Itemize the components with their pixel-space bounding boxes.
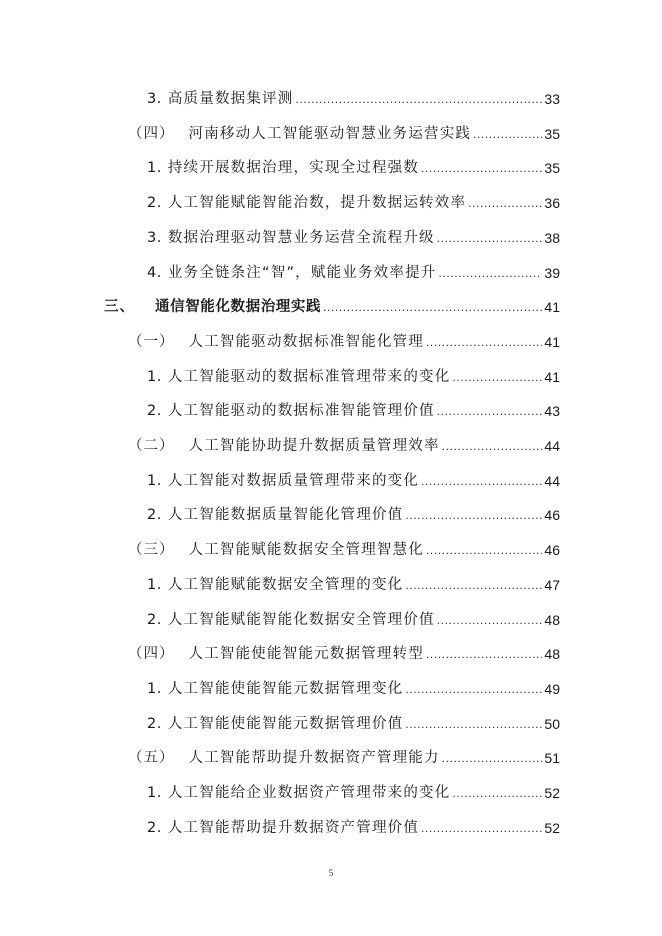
- toc-dot-leader: [438, 263, 542, 283]
- toc-entry-title: 人工智能使能智能元数据管理变化: [167, 680, 404, 697]
- toc-entry-number: 4.: [147, 264, 162, 281]
- toc-entry-page: 46: [544, 542, 560, 559]
- toc-dot-leader: [442, 436, 543, 456]
- toc-entry-number: 三、: [104, 299, 135, 316]
- toc-entry-number: 1.: [147, 576, 162, 593]
- toc-entry[interactable]: [128, 432, 560, 456]
- toc-entry[interactable]: [147, 710, 560, 734]
- toc-entry-number: 2.: [147, 715, 162, 732]
- toc-entry-number: 2.: [147, 507, 162, 524]
- toc-entry-title: 人工智能赋能数据安全管理智慧化: [188, 542, 424, 559]
- toc-entry-page: 35: [544, 160, 560, 177]
- toc-entry-number: 2.: [147, 611, 162, 628]
- toc-dot-leader: [426, 332, 542, 352]
- toc-entry-page: 52: [544, 785, 560, 801]
- toc-entry-number: （一）: [128, 333, 175, 350]
- toc-entry-number: （四）: [128, 646, 175, 663]
- toc-entry-page: 50: [544, 715, 560, 732]
- toc-entry[interactable]: [128, 536, 560, 560]
- toc-entry[interactable]: [147, 363, 560, 387]
- toc-entry[interactable]: [128, 120, 560, 144]
- toc-entry-page: 44: [544, 438, 560, 454]
- toc-entry-title: 通信智能化数据治理实践: [155, 299, 322, 316]
- toc-dot-leader: [295, 89, 542, 109]
- toc-dot-leader: [442, 748, 543, 768]
- toc-entry-number: （四）: [128, 125, 175, 142]
- toc-entry-number: 1.: [147, 368, 162, 385]
- toc-entry-number: 3.: [147, 229, 162, 246]
- toc-entry-page: 51: [544, 750, 560, 767]
- toc-entry[interactable]: [128, 640, 560, 664]
- toc-entry-page: 48: [544, 611, 560, 628]
- page-number: 5: [328, 868, 334, 878]
- toc-entry-title: 持续开展数据治理，实现全过程强数: [167, 160, 420, 177]
- toc-entry-title: 人工智能驱动的数据标准智能管理价值: [167, 403, 435, 420]
- toc-entry-title: 人工智能协助提升数据质量管理效率: [188, 438, 440, 454]
- toc-entry-number: 1.: [147, 680, 162, 697]
- toc-entry-page: 35: [544, 125, 560, 142]
- toc-dot-leader: [405, 679, 542, 699]
- toc-entry[interactable]: [147, 397, 560, 421]
- toc-entry-page: 38: [544, 229, 560, 246]
- toc-entry-title: 数据治理驱动智慧业务运营全流程升级: [167, 229, 435, 246]
- toc-dot-leader: [437, 401, 543, 421]
- toc-entry-page: 49: [544, 680, 560, 697]
- toc-dot-leader: [426, 644, 542, 664]
- toc-entry[interactable]: [147, 259, 560, 283]
- toc-dot-leader: [405, 505, 542, 525]
- toc-entry[interactable]: [128, 744, 560, 768]
- toc-entry-page: 39: [544, 264, 560, 281]
- toc-entry-number: 3.: [147, 91, 162, 107]
- toc-entry-title: 河南移动人工智能驱动智慧业务运营实践: [188, 125, 472, 142]
- toc-entry-title: 人工智能帮助提升数据资产管理价值: [167, 819, 420, 836]
- toc-entry-page: 46: [544, 507, 560, 524]
- toc-dot-leader: [421, 158, 542, 178]
- toc-entry-page: 43: [544, 403, 560, 420]
- toc-entry[interactable]: [147, 224, 560, 248]
- toc-entry-title: 人工智能驱动数据标准智能化管理: [188, 333, 424, 350]
- toc-entry-page: 36: [544, 195, 560, 212]
- toc-dot-leader: [421, 818, 542, 838]
- toc-dot-leader: [473, 124, 542, 144]
- toc-dot-leader: [452, 783, 542, 803]
- toc-dot-leader: [421, 471, 542, 491]
- toc-entry-page: 41: [544, 299, 560, 316]
- toc-entry-title: 人工智能使能智能元数据管理价值: [167, 715, 404, 732]
- toc-entry-title: 人工智能帮助提升数据资产管理能力: [188, 750, 440, 767]
- toc-entry-title: 人工智能使能智能元数据管理转型: [188, 646, 424, 663]
- toc-entry-title: 人工智能赋能智能化数据安全管理价值: [167, 611, 435, 628]
- toc-entry-page: 44: [544, 472, 560, 489]
- toc-entry-title: 业务全链条注“智”，赋能业务效率提升: [167, 264, 437, 281]
- toc-entry-number: （二）: [128, 438, 175, 454]
- toc-entry-title: 人工智能赋能数据安全管理的变化: [167, 576, 404, 593]
- toc-dot-leader: [452, 367, 542, 387]
- toc-entry-number: 1.: [147, 472, 162, 489]
- toc-dot-leader: [437, 610, 543, 630]
- toc-entry-page: 41: [544, 333, 560, 350]
- toc-entry-title: 人工智能对数据质量管理带来的变化: [167, 472, 420, 489]
- toc-dot-leader: [468, 193, 542, 213]
- toc-entry[interactable]: [147, 675, 560, 699]
- toc-entry[interactable]: [147, 814, 560, 838]
- toc-entry-number: （三）: [128, 542, 175, 559]
- toc-entry[interactable]: [147, 85, 560, 109]
- toc-entry-title: 人工智能给企业数据资产管理带来的变化: [167, 785, 451, 801]
- toc-entry-page: 33: [544, 91, 560, 107]
- toc-entry-number: 2.: [147, 195, 162, 212]
- toc-entry[interactable]: [147, 501, 560, 525]
- toc-dot-leader: [405, 575, 542, 595]
- toc-entry-page: 41: [544, 368, 560, 385]
- toc-entry-page: 47: [544, 576, 560, 593]
- toc-entry[interactable]: [104, 293, 560, 317]
- toc-entry-title: 人工智能驱动的数据标准管理带来的变化: [167, 368, 451, 385]
- toc-entry-number: 2.: [147, 819, 162, 836]
- toc-entry[interactable]: [147, 189, 560, 213]
- toc-entry-number: （五）: [128, 750, 175, 767]
- toc-dot-leader: [405, 714, 542, 734]
- toc-entry-number: 1.: [147, 160, 162, 177]
- toc-entry[interactable]: [147, 154, 560, 178]
- toc-entry-title: 高质量数据集评测: [167, 91, 294, 107]
- toc-entry[interactable]: [128, 328, 560, 352]
- toc-entry[interactable]: [147, 467, 560, 491]
- toc-dot-leader: [323, 297, 542, 317]
- toc-entry[interactable]: [147, 779, 560, 803]
- toc-entry[interactable]: [147, 571, 560, 595]
- toc-entry-page: 52: [544, 819, 560, 836]
- toc-entry[interactable]: [147, 606, 560, 630]
- toc-dot-leader: [437, 228, 543, 248]
- toc-entry-number: 2.: [147, 403, 162, 420]
- toc-entry-page: 48: [544, 646, 560, 663]
- toc-entry-title: 人工智能数据质量智能化管理价值: [167, 507, 404, 524]
- toc-dot-leader: [426, 540, 542, 560]
- toc-entry-title: 人工智能赋能智能治数，提升数据运转效率: [167, 195, 467, 212]
- toc-entry-number: 1.: [147, 785, 162, 801]
